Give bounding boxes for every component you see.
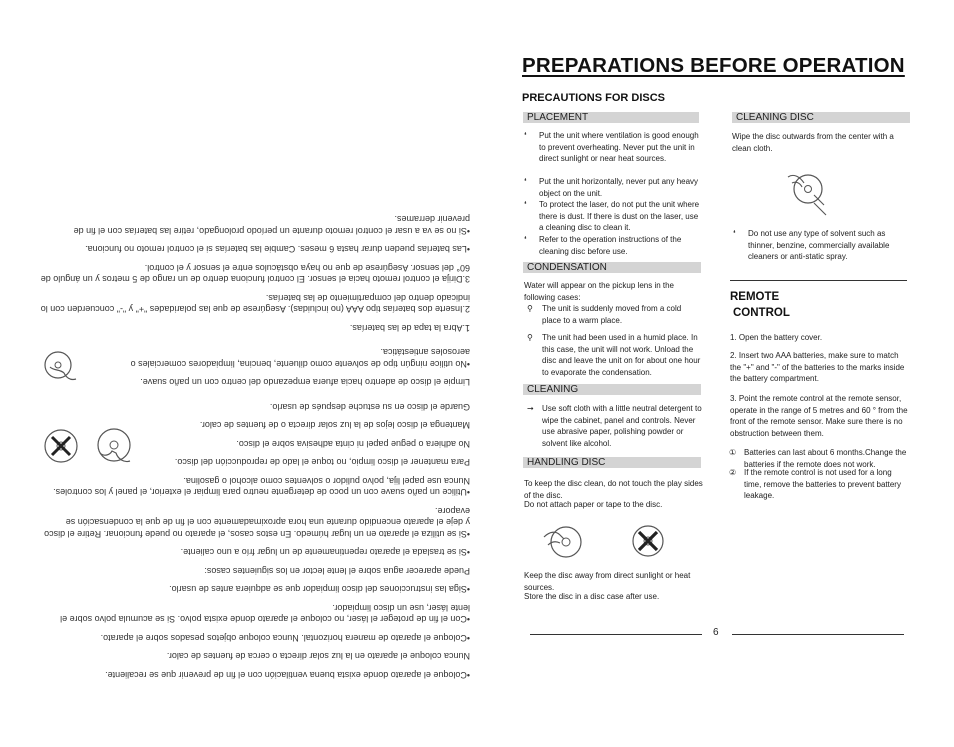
placement-heading: PLACEMENT <box>523 112 699 123</box>
cleaning-item-text: Use soft cloth with a little neutral detergent to wipe the cabinet, panel and controls. Never use abrasive paper, polishing powder or solvent like alcohol. <box>542 404 702 448</box>
wiping-disc-icon <box>40 348 80 388</box>
footer-rule-left <box>530 634 702 635</box>
left-text-block: Nunca coloque el aparato en la luz solar directa o cerca de fuentes de calor. <box>166 651 470 662</box>
left-text-block: 3.Dirija el control remoto hacia el sensor. El control funciona dentro de un rango de 5 metros y un ángulo de 60° del sensor. Asegúrese de que no haya obstáculos entre el sensor y el control. <box>40 263 470 285</box>
placement-item <box>524 234 702 257</box>
left-text-block: 1.Abra la tapa de las baterías. <box>349 323 470 333</box>
remote-note-2-text: If the remote control is not used for a long time, remove the batteries to prevent battery leakage. <box>744 468 901 500</box>
left-page-content <box>40 80 470 680</box>
remote-note-2 <box>729 467 910 502</box>
section-divider <box>730 280 907 281</box>
condensation-item-text: The unit had been used in a humid place. In this case, the unit will not work. Unload the disc and leave the unit on for about one hour to evaporate the condensation. <box>542 333 701 377</box>
left-disc-text <box>146 394 470 468</box>
hand-disc-icon <box>92 426 134 468</box>
wiping-disc-icon <box>784 163 834 217</box>
disc-no-touch-icon <box>40 426 82 468</box>
handling-heading: HANDLING DISC <box>523 457 701 468</box>
page-title: PREPARATIONS BEFORE OPERATION <box>522 54 905 77</box>
placement-item <box>524 199 702 234</box>
bullet-tick-icon: ❛ <box>524 131 527 140</box>
bullet-tick-icon: ❛ <box>733 229 736 238</box>
left-text-block: •Utilice un paño suave con un poco de detergente neutro para limpiar el exterior, el panel y los controles. Nunca use papel lija, polvo pulidor o solventes como alcohol o gasolina. <box>53 476 470 498</box>
left-clean-text <box>92 339 470 388</box>
left-clean-row <box>40 339 470 388</box>
left-text-block: •Si se utiliza el aparato en un lugar húmedo. En estos casos, el aparato no puede funcionar. Retire el disco y deje el aparato encendido durante una hora aproximadamente con el fin de que la condensación se evapore. <box>44 506 470 539</box>
left-text-block: Para mantener el disco limpio, no toque el lado de reproducción del disco. <box>174 457 470 468</box>
drop-icon: ⚲ <box>527 304 533 313</box>
condensation-intro: Water will appear on the pickup lens in the following cases: <box>524 281 675 302</box>
drop-icon: ⚲ <box>527 333 533 342</box>
cleaning-item <box>527 403 702 449</box>
placement-item-text: Put the unit horizontally, never put any heavy object on the unit. <box>539 177 699 198</box>
page-number: 6 <box>713 627 719 638</box>
left-text-block: •No utilice ningún tipo de solvente como diluente, bencina, limpiadores comerciales o aerosoles antiestática. <box>130 347 470 369</box>
remote-heading-line1: REMOTE <box>730 291 780 303</box>
remote-step-3: 3. Point the remote control at the remote sensor, operate in the range of 5 metres and 60 ° from the front of the remote sensor. Make sure there is no obstruction between them. <box>730 394 908 438</box>
bullet-tick-icon: ❛ <box>524 235 527 244</box>
placement-item-text: Refer to the operation instructions of the cleaning disc before use. <box>539 235 682 256</box>
placement-item-text: To protect the laser, do not put the unit where there is dust. If there is dust on the laser, use a cleaning disc to clean it. <box>539 200 700 232</box>
cleaning-disc-heading: CLEANING DISC <box>732 112 910 123</box>
left-disc-row <box>40 394 470 468</box>
left-text-block: Puede aparecer agua sobre el lente lector en los siguientes casos: <box>204 566 470 576</box>
cleaning-disc-note-text: Do not use any type of solvent such as thinner, benzine, commercially available cleaners or anti-static spray. <box>748 229 890 261</box>
disc-no-touch-icon <box>628 521 668 561</box>
circled-two-icon: ② <box>729 468 737 477</box>
remote-heading-line2: CONTROL <box>733 307 790 319</box>
section-subtitle: PRECAUTIONS FOR DISCS <box>522 92 666 104</box>
placement-item <box>524 176 702 199</box>
handling-text-1: To keep the disc clean, do not touch the play sides of the disc. <box>524 479 703 500</box>
left-text-block: No adhiera o pegue papel ni cinta adhesiva sobre el disco. <box>236 439 470 449</box>
bullet-tick-icon: ❛ <box>524 200 527 209</box>
cleaning-disc-note <box>733 228 910 263</box>
handling-text-3: Keep the disc away from direct sunlight or heat sources. <box>524 571 691 592</box>
remote-step-1: 1. Open the battery cover. <box>730 333 823 342</box>
remote-step-2: 2. Insert two AAA batteries, make sure to match the "+" and "-" of the batteries to the marks inside the battery compartment. <box>730 351 905 383</box>
left-text-block: Limpie el disco de adentro hacia afuera empezando del centro con un paño suave. <box>140 377 470 388</box>
condensation-item-text: The unit is suddenly moved from a cold place to a warm place. <box>542 304 682 325</box>
left-text-block: •Las baterías pueden durar hasta 6 meses. Cambie las baterías si el control remoto no funciona. <box>85 244 470 255</box>
handling-text-4: Store the disc in a disc case after use. <box>524 592 660 601</box>
handling-text-2: Do not attach paper or tape to the disc. <box>524 500 663 509</box>
left-text-block: •Coloque el aparato donde exista buena ventilación con el fin de prevenir que se recaliente. <box>105 670 470 680</box>
holding-disc-icon <box>542 519 586 561</box>
left-text-block: 2.Inserte dos baterías tipo AAA (no incluidas). Asegúrese de que las polaridades "+" y "-" concuerden con lo indicado dentro del compartimiento de las baterías. <box>40 293 470 315</box>
left-disc-illustrations <box>40 426 134 468</box>
condensation-heading: CONDENSATION <box>523 262 701 273</box>
footer-rule-right <box>732 634 904 635</box>
cleaning-heading: CLEANING <box>523 384 701 395</box>
remote-note-1-text: Batteries can last about 6 months.Change the batteries if the remote does not work. <box>744 448 907 469</box>
condensation-item <box>527 303 702 326</box>
arrow-icon: ➞ <box>527 404 534 413</box>
cleaning-disc-text: Wipe the disc outwards from the center with a clean cloth. <box>732 132 894 153</box>
left-clean-illustration <box>40 348 80 388</box>
left-text-block: •Si se traslada el aparato repentinamente de un lugar frío a uno caliente. <box>180 547 470 558</box>
left-text-block: •Coloque el aparato de manera horizontal. Nunca coloque objetos pesados sobre el aparato. <box>100 633 470 643</box>
bullet-tick-icon: ❛ <box>524 177 527 186</box>
left-text-block: •Siga las instrucciones del disco limpiador que se adquiera antes de usarlo. <box>169 584 470 595</box>
placement-item <box>524 130 702 165</box>
left-text-block: •Si no se va a usar el control remoto durante un período prolongado, retire las baterías con el fin de prevenir derrames. <box>73 214 470 236</box>
placement-item-text: Put the unit where ventilation is good enough to prevent overheating. Never put the unit in direct sunlight or near heat sources. <box>539 131 699 163</box>
condensation-item <box>527 332 702 378</box>
left-text-block: Guarde el disco en su estuche después de usarlo. <box>269 402 470 412</box>
circled-one-icon: ① <box>729 448 737 457</box>
left-text-block: •Con el fin de proteger el láser, no coloque el aparato donde exista polvo. Si se acumula polvo sobre el lente láser, use un disco limpiador. <box>60 603 470 625</box>
left-text-block: Mantenga el disco lejos de la luz solar directa o de fuentes de calor. <box>199 420 470 431</box>
